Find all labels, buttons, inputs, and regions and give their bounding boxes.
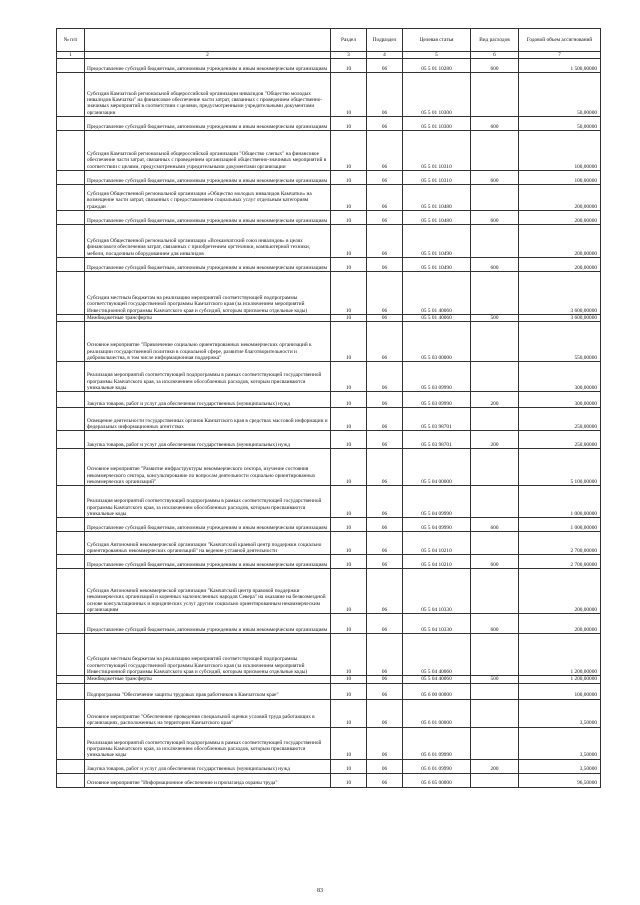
row-razdel-cell: 10	[331, 699, 367, 727]
row-target-article-cell: 05 5 04 10330	[403, 569, 471, 614]
row-expense-type-cell: 600	[471, 258, 519, 272]
header-cell-name	[85, 29, 331, 52]
row-amount-cell: 1 500,00000	[519, 59, 601, 73]
row-number-cell	[57, 676, 85, 683]
row-target-article-cell: 05 5 03 98701	[403, 408, 471, 431]
row-amount-cell: 2 700,00000	[519, 555, 601, 569]
row-razdel-cell: 10	[331, 449, 367, 486]
row-expense-type-cell	[471, 486, 519, 518]
row-number-cell	[57, 171, 85, 185]
row-expense-type-cell: 600	[471, 59, 519, 73]
row-number-cell	[57, 59, 85, 73]
table-row	[57, 683, 601, 699]
row-razdel-cell: 10	[331, 171, 367, 185]
index-cell: 7	[519, 52, 601, 59]
row-razdel-cell: 10	[331, 225, 367, 258]
row-expense-type-cell	[471, 449, 519, 486]
row-expense-type-cell	[471, 532, 519, 555]
row-name-cell: Субсидии местным бюджетам на реализацию мероприятий соответствующей подпрограммы соответствующей государственной программы Камчатского края (за исключением мероприятий Инвестиционной программы Камчатского края и субсидий, которым присвоены отдельные коды)	[85, 634, 331, 676]
row-razdel-cell: 10	[331, 59, 367, 73]
table-row	[57, 569, 601, 614]
table-body	[57, 59, 601, 788]
row-podrazdel-cell: 06	[367, 322, 403, 362]
row-target-article-cell: 05 5 04 09990	[403, 518, 471, 532]
row-name-cell: Предоставление субсидий бюджетным, автономным учреждениям и иным некоммерческим организациям	[85, 258, 331, 272]
row-target-article-cell: 05 6 01 00000	[403, 699, 471, 727]
row-expense-type-cell	[471, 185, 519, 211]
row-expense-type-cell: 600	[471, 171, 519, 185]
row-name-cell: Предоставление субсидий бюджетным, автономным учреждениям и иным некоммерческим организациям	[85, 614, 331, 634]
row-razdel-cell: 10	[331, 185, 367, 211]
row-number-cell	[57, 759, 85, 773]
table-row	[57, 634, 601, 676]
row-razdel-cell: 10	[331, 532, 367, 555]
row-expense-type-cell: 200	[471, 392, 519, 408]
header-cell-target-article: Целевая статья	[403, 29, 471, 52]
row-razdel-cell: 10	[331, 258, 367, 272]
row-number-cell	[57, 532, 85, 555]
row-podrazdel-cell: 06	[367, 555, 403, 569]
row-target-article-cell: 05 6 01 09990	[403, 727, 471, 759]
row-podrazdel-cell: 06	[367, 449, 403, 486]
row-target-article-cell: 05 6 05 00000	[403, 773, 471, 787]
row-name-cell: Предоставление субсидий бюджетным, автономным учреждениям и иным некоммерческим организациям	[85, 518, 331, 532]
row-name-cell: Закупка товаров, работ и услуг для обеспечения государственных (муниципальных) нужд	[85, 392, 331, 408]
table-index-row	[57, 52, 601, 59]
row-number-cell	[57, 315, 85, 322]
header-cell-annual-amount: Годовой объем ассигнований	[519, 29, 601, 52]
row-expense-type-cell	[471, 225, 519, 258]
header-cell-number: № п/п	[57, 29, 85, 52]
row-razdel-cell: 10	[331, 759, 367, 773]
row-target-article-cell: 05 5 03 09990	[403, 362, 471, 392]
row-podrazdel-cell: 06	[367, 211, 403, 225]
row-target-article-cell: 05 5 01 10490	[403, 225, 471, 258]
row-razdel-cell: 10	[331, 315, 367, 322]
row-expense-type-cell	[471, 634, 519, 676]
table-row	[57, 117, 601, 131]
row-podrazdel-cell: 06	[367, 59, 403, 73]
row-podrazdel-cell: 06	[367, 315, 403, 322]
row-expense-type-cell	[471, 773, 519, 787]
row-number-cell	[57, 555, 85, 569]
row-amount-cell: 200,00000	[519, 258, 601, 272]
row-amount-cell: 1 000,00000	[519, 486, 601, 518]
row-name-cell: Межбюджетные трансферты	[85, 676, 331, 683]
row-podrazdel-cell: 06	[367, 727, 403, 759]
row-target-article-cell: 05 5 01 10280	[403, 59, 471, 73]
row-target-article-cell: 05 5 01 40060	[403, 315, 471, 322]
row-podrazdel-cell: 06	[367, 431, 403, 449]
row-target-article-cell: 05 5 03 09990	[403, 392, 471, 408]
row-razdel-cell: 10	[331, 211, 367, 225]
row-target-article-cell: 05 5 01 40060	[403, 272, 471, 315]
row-name-cell: Основное мероприятие "Обеспечение проведения специальной оценки условий труда работающих в организациях, расположенных на территории Камчатского края"	[85, 699, 331, 727]
row-number-cell	[57, 431, 85, 449]
row-expense-type-cell: 500	[471, 676, 519, 683]
row-amount-cell: 550,00000	[519, 322, 601, 362]
row-name-cell: Основное мероприятие "Привлечение социально ориентированных некоммерческих организаций к реализации государственной политики в социальной сфере, развитие благотворительности и добровольчества, в том числе информационная поддержка"	[85, 322, 331, 362]
row-amount-cell: 200,00000	[519, 614, 601, 634]
row-amount-cell: 3,50000	[519, 727, 601, 759]
index-cell: 4	[367, 52, 403, 59]
row-number-cell	[57, 699, 85, 727]
table-row	[57, 185, 601, 211]
row-name-cell: Субсидия Камчатской региональной общероссийской организации "Общество слепых" на финансовое обеспечение части затрат, связанных с проведением организацией общественно-значимых мероприятий в соответствии с целями, предусмотренными учредительными документами организации	[85, 131, 331, 171]
page-number: 83	[317, 888, 323, 894]
row-name-cell: Освещение деятельности государственных органов Камчатского края в средствах массовой информации и федеральных информационных агентствах	[85, 408, 331, 431]
row-podrazdel-cell: 06	[367, 73, 403, 117]
row-target-article-cell: 05 5 04 10210	[403, 532, 471, 555]
row-number-cell	[57, 362, 85, 392]
row-razdel-cell: 10	[331, 518, 367, 532]
row-name-cell: Предоставление субсидий бюджетным, автономным учреждениям и иным некоммерческим организациям	[85, 171, 331, 185]
row-podrazdel-cell: 06	[367, 759, 403, 773]
row-number-cell	[57, 117, 85, 131]
table-row	[57, 73, 601, 117]
row-razdel-cell: 10	[331, 431, 367, 449]
row-name-cell: Субсидия Автономной некоммерческой организации "Камчатский краевой центр поддержки социально ориентированных некоммерческих организаций" на ведение уставной деятельности	[85, 532, 331, 555]
row-name-cell: Основное мероприятие "Информационное обеспечение и пропаганда охраны труда"	[85, 773, 331, 787]
row-target-article-cell: 05 6 01 09990	[403, 759, 471, 773]
row-expense-type-cell	[471, 73, 519, 117]
row-expense-type-cell: 600	[471, 555, 519, 569]
row-number-cell	[57, 614, 85, 634]
row-number-cell	[57, 272, 85, 315]
row-target-article-cell: 05 5 03 00000	[403, 322, 471, 362]
table-row	[57, 225, 601, 258]
row-name-cell: Субсидия Автономной некоммерческой организации "Камчатский центр правовой поддержки некоммерческих организаций и коренных малочисленных народов Севера" на оказание на безвозмездной основе консультационных и юридических услуг другим социально ориентированным некоммерческим организациям	[85, 569, 331, 614]
table-row	[57, 59, 601, 73]
row-expense-type-cell	[471, 322, 519, 362]
row-name-cell: Межбюджетные трансферты	[85, 315, 331, 322]
header-cell-podrazdel: Подраздел	[367, 29, 403, 52]
table-row	[57, 699, 601, 727]
row-razdel-cell: 10	[331, 634, 367, 676]
table-row	[57, 486, 601, 518]
row-razdel-cell: 10	[331, 392, 367, 408]
row-amount-cell: 300,00000	[519, 362, 601, 392]
row-number-cell	[57, 185, 85, 211]
row-name-cell: Предоставление субсидий бюджетным, автономным учреждениям и иным некоммерческим организациям	[85, 555, 331, 569]
row-razdel-cell: 10	[331, 131, 367, 171]
row-expense-type-cell: 600	[471, 614, 519, 634]
index-cell: 1	[57, 52, 85, 59]
row-number-cell	[57, 392, 85, 408]
row-podrazdel-cell: 06	[367, 131, 403, 171]
row-target-article-cell: 05 5 01 10310	[403, 131, 471, 171]
row-number-cell	[57, 131, 85, 171]
row-name-cell: Реализация мероприятий соответствующей подпрограммы в рамках соответствующей государственной программы Камчатского края, за исключением обособленных расходов, которым присваиваются уникальные коды	[85, 727, 331, 759]
table-row	[57, 362, 601, 392]
row-amount-cell: 200,00000	[519, 185, 601, 211]
budget-page	[56, 28, 600, 788]
row-expense-type-cell: 200	[471, 431, 519, 449]
row-podrazdel-cell: 06	[367, 486, 403, 518]
index-cell: 6	[471, 52, 519, 59]
row-podrazdel-cell: 06	[367, 272, 403, 315]
table-header-row	[57, 29, 601, 52]
row-expense-type-cell	[471, 569, 519, 614]
row-razdel-cell: 10	[331, 73, 367, 117]
index-cell: 2	[85, 52, 331, 59]
row-expense-type-cell: 600	[471, 518, 519, 532]
row-razdel-cell: 10	[331, 322, 367, 362]
header-cell-expense-type: Вид расходов	[471, 29, 519, 52]
row-name-cell: Закупка товаров, работ и услуг для обеспечения государственных (муниципальных) нужд	[85, 759, 331, 773]
row-number-cell	[57, 518, 85, 532]
row-name-cell: Реализация мероприятий соответствующей подпрограммы в рамках соответствующей государственной программы Камчатского края, за исключением обособленных расходов, которым присваиваются уникальные коды	[85, 362, 331, 392]
row-amount-cell: 3 600,00000	[519, 315, 601, 322]
row-razdel-cell: 10	[331, 569, 367, 614]
row-podrazdel-cell: 06	[367, 634, 403, 676]
row-podrazdel-cell: 06	[367, 392, 403, 408]
row-razdel-cell: 10	[331, 362, 367, 392]
row-number-cell	[57, 73, 85, 117]
row-target-article-cell: 05 5 01 10310	[403, 171, 471, 185]
row-amount-cell: 1 200,00000	[519, 676, 601, 683]
row-podrazdel-cell: 06	[367, 408, 403, 431]
row-podrazdel-cell: 06	[367, 676, 403, 683]
row-amount-cell: 100,00000	[519, 171, 601, 185]
row-amount-cell: 200,00000	[519, 211, 601, 225]
row-target-article-cell: 05 5 01 10480	[403, 185, 471, 211]
row-amount-cell: 3,50000	[519, 759, 601, 773]
row-target-article-cell: 05 5 01 10300	[403, 117, 471, 131]
row-expense-type-cell: 200	[471, 759, 519, 773]
row-razdel-cell: 10	[331, 683, 367, 699]
row-expense-type-cell: 600	[471, 117, 519, 131]
row-razdel-cell: 10	[331, 727, 367, 759]
row-name-cell: Субсидии местным бюджетам на реализацию мероприятий соответствующей подпрограммы соответствующей государственной программы Камчатского края (за исключением мероприятий Инвестиционной программы Камчатского края и субсидий, которым присвоены отдельные коды)	[85, 272, 331, 315]
row-expense-type-cell	[471, 699, 519, 727]
row-target-article-cell: 05 5 04 40060	[403, 634, 471, 676]
row-amount-cell: 50,00000	[519, 117, 601, 131]
row-number-cell	[57, 486, 85, 518]
row-razdel-cell: 10	[331, 555, 367, 569]
row-name-cell: Предоставление субсидий бюджетным, автономным учреждениям и иным некоммерческим организациям	[85, 59, 331, 73]
table-row	[57, 408, 601, 431]
table-row	[57, 727, 601, 759]
budget-table	[56, 28, 601, 788]
row-podrazdel-cell: 06	[367, 773, 403, 787]
row-podrazdel-cell: 06	[367, 569, 403, 614]
row-expense-type-cell: 500	[471, 315, 519, 322]
table-row	[57, 258, 601, 272]
table-row	[57, 532, 601, 555]
index-cell: 5	[403, 52, 471, 59]
row-razdel-cell: 10	[331, 614, 367, 634]
row-number-cell	[57, 727, 85, 759]
row-number-cell	[57, 322, 85, 362]
row-amount-cell: 1 200,00000	[519, 634, 601, 676]
table-row	[57, 676, 601, 683]
row-amount-cell: 100,00000	[519, 683, 601, 699]
row-expense-type-cell	[471, 272, 519, 315]
row-name-cell: Субсидия Общественной региональной организации «Всекамчатский союз инвалидов» в целях финансового обеспечения затрат, связанных с приобретением оргтехники, компьютерной техники, мебели, посадочным оборудованием для инвалидов	[85, 225, 331, 258]
row-number-cell	[57, 634, 85, 676]
row-podrazdel-cell: 06	[367, 258, 403, 272]
table-row	[57, 131, 601, 171]
row-name-cell: Предоставление субсидий бюджетным, автономным учреждениям и иным некоммерческим организациям	[85, 117, 331, 131]
index-cell: 3	[331, 52, 367, 59]
row-amount-cell: 200,00000	[519, 225, 601, 258]
row-name-cell: Субсидия Камчатской региональной общероссийской организации инвалидов "Общество молодых инвалидов Камчатки" на финансовое обеспечение части затрат, связанных с проведением общественно-значимых мероприятий в соответствии с целями, предусмотренными учредительными документами организации	[85, 73, 331, 117]
row-target-article-cell: 05 5 03 98701	[403, 431, 471, 449]
row-number-cell	[57, 258, 85, 272]
row-expense-type-cell	[471, 362, 519, 392]
row-name-cell: Предоставление субсидий бюджетным, автономным учреждениям и иным некоммерческим организациям	[85, 211, 331, 225]
row-amount-cell: 5 100,00000	[519, 449, 601, 486]
row-number-cell	[57, 773, 85, 787]
row-target-article-cell: 05 5 01 10490	[403, 258, 471, 272]
row-expense-type-cell	[471, 408, 519, 431]
row-amount-cell: 3,50000	[519, 699, 601, 727]
table-row	[57, 171, 601, 185]
row-podrazdel-cell: 06	[367, 614, 403, 634]
row-target-article-cell: 05 5 04 09990	[403, 486, 471, 518]
row-target-article-cell: 05 5 04 00000	[403, 449, 471, 486]
row-number-cell	[57, 569, 85, 614]
row-number-cell	[57, 449, 85, 486]
row-podrazdel-cell: 06	[367, 699, 403, 727]
row-amount-cell: 96,50000	[519, 773, 601, 787]
row-target-article-cell: 05 5 04 10330	[403, 614, 471, 634]
row-name-cell: Основное мероприятие "Развитие инфраструктуры некоммерческого сектора, изучение состояния некоммерческого сектора, консультирование по вопросам деятельности социально ориентированных некоммерческих организаций"	[85, 449, 331, 486]
row-podrazdel-cell: 06	[367, 683, 403, 699]
table-row	[57, 614, 601, 634]
row-number-cell	[57, 225, 85, 258]
row-podrazdel-cell: 06	[367, 117, 403, 131]
row-podrazdel-cell: 06	[367, 518, 403, 532]
row-number-cell	[57, 408, 85, 431]
header-cell-razdel: Раздел	[331, 29, 367, 52]
row-expense-type-cell	[471, 683, 519, 699]
row-razdel-cell: 10	[331, 272, 367, 315]
row-podrazdel-cell: 06	[367, 532, 403, 555]
row-razdel-cell: 10	[331, 117, 367, 131]
row-podrazdel-cell: 06	[367, 185, 403, 211]
row-name-cell: Субсидия Общественной региональной организации «Общество молодых инвалидов Камчатки» на возмещение части затрат, связанных с предоставлением социальных услуг отдельным категориям граждан	[85, 185, 331, 211]
row-razdel-cell: 10	[331, 408, 367, 431]
row-amount-cell: 300,00000	[519, 392, 601, 408]
row-amount-cell: 250,00000	[519, 408, 601, 431]
table-row	[57, 211, 601, 225]
row-number-cell	[57, 683, 85, 699]
row-amount-cell: 200,00000	[519, 569, 601, 614]
table-row	[57, 392, 601, 408]
row-target-article-cell: 05 5 04 10210	[403, 555, 471, 569]
row-amount-cell: 1 000,00000	[519, 518, 601, 532]
row-podrazdel-cell: 06	[367, 171, 403, 185]
row-target-article-cell: 05 5 01 10480	[403, 211, 471, 225]
row-amount-cell: 50,00000	[519, 73, 601, 117]
row-razdel-cell: 10	[331, 486, 367, 518]
table-row	[57, 322, 601, 362]
table-row	[57, 431, 601, 449]
table-row	[57, 759, 601, 773]
row-number-cell	[57, 211, 85, 225]
table-row	[57, 555, 601, 569]
row-expense-type-cell: 600	[471, 211, 519, 225]
row-target-article-cell: 05 6 00 00000	[403, 683, 471, 699]
table-row	[57, 272, 601, 315]
row-name-cell: Закупка товаров, работ и услуг для обеспечения государственных (муниципальных) нужд	[85, 431, 331, 449]
row-podrazdel-cell: 06	[367, 225, 403, 258]
row-amount-cell: 250,00000	[519, 431, 601, 449]
row-razdel-cell: 10	[331, 773, 367, 787]
table-row	[57, 773, 601, 787]
row-razdel-cell: 10	[331, 676, 367, 683]
table-row	[57, 518, 601, 532]
row-amount-cell: 3 600,00000	[519, 272, 601, 315]
table-row	[57, 315, 601, 322]
row-expense-type-cell	[471, 131, 519, 171]
row-name-cell: Реализация мероприятий соответствующей подпрограммы в рамках соответствующей государственной программы Камчатского края, за исключением обособленных расходов, которым присваиваются уникальные коды	[85, 486, 331, 518]
row-target-article-cell: 05 5 01 10300	[403, 73, 471, 117]
row-name-cell: Подпрограмма "Обеспечение защиты трудовых прав работников в Камчатском крае"	[85, 683, 331, 699]
row-amount-cell: 100,00000	[519, 131, 601, 171]
row-amount-cell: 2 700,00000	[519, 532, 601, 555]
table-row	[57, 449, 601, 486]
row-expense-type-cell	[471, 727, 519, 759]
row-podrazdel-cell: 06	[367, 362, 403, 392]
row-target-article-cell: 05 5 04 40060	[403, 676, 471, 683]
